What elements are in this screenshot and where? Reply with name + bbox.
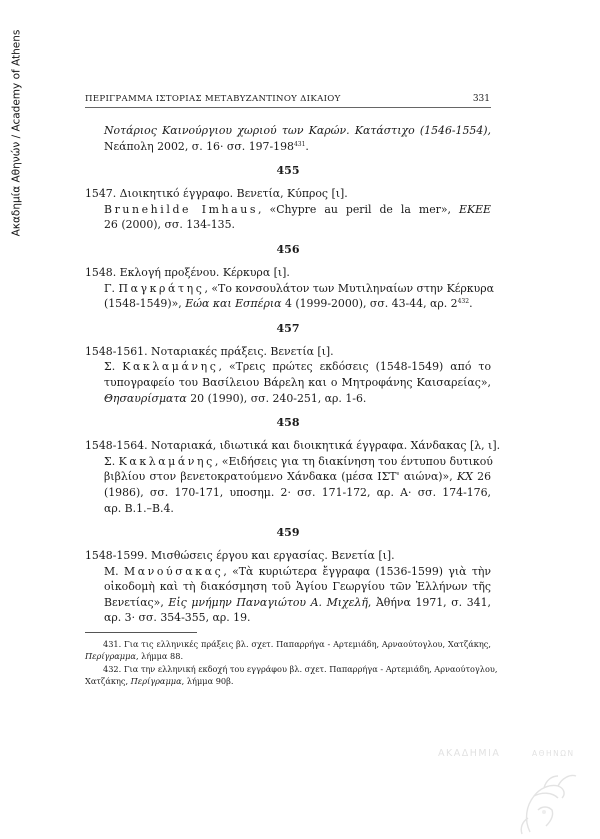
entries-body — [85, 123, 501, 626]
running-head: ΠΕΡΙΓΡΑΜΜΑ ΙΣΤΟΡΙΑΣ ΜΕΤΑΒΥΖΑΝΤΙΝΟΥ ΔΙΚΑΙΟΥ — [85, 94, 341, 104]
entry-number: 455 — [276, 164, 300, 178]
entry-author: Κακλαμάνης — [122, 360, 219, 374]
entry-heading: 1548. Εκλογή προξένου. Κέρκυρα [ι]. — [85, 265, 290, 279]
entry-citation-line: (1986), σσ. 170-171, υποσημ. 2· σσ. 171-172, αρ. Α· σσ. 174-176, — [104, 485, 491, 499]
intro-line-2: Νεάπολη 2002, σ. 16· σσ. $197-198^{431}$. — [104, 139, 309, 153]
entry-heading: 1548-1561. Νοταριακές πράξεις. Βενετία [ι]. — [85, 344, 334, 358]
header-rule — [85, 107, 491, 108]
entry-number: 458 — [276, 416, 300, 430]
page-number: 331 — [472, 94, 490, 104]
entry-number: 459 — [276, 526, 300, 540]
entry-citation-line: οἰκοδομὴ καὶ τὴ διακόσμηση τοῦ Ἁγίου Γεωργίου τῶν Ἑλλήνων τῆς — [104, 580, 491, 594]
entry-author: Brunehilde Imhaus — [104, 202, 259, 216]
side-watermark-text: Ακαδημία Αθηνών / Academy of Athens — [10, 29, 23, 237]
entry-citation-line: 26 (2000), σσ. 134-135. — [104, 218, 235, 232]
entry-author: Μανούσακας — [123, 564, 224, 578]
entry-458 — [85, 416, 501, 516]
entry-citation-line: τυπογραφείο του Βασίλειου Βάρελη και ο Μητροφάνης Καισαρείας», — [104, 375, 491, 389]
entry-heading: 1548-1564. Νοταριακά, ιδιωτικά και διοικητικά έγγραφα. Χάνδακας [λ, ι]. — [85, 439, 501, 453]
footnote-432: 432. Για την ελληνική εκδοχή του εγγράφου βλ. σχετ. Παπαρρήγα - Αρτεμιάδη, Αρναούτογλου, — [103, 663, 498, 674]
entry-author: Παγκράτης — [118, 281, 205, 295]
intro-line-1: Νοτάριος Καινούργιου χωριού των Καρών. Κατάστιχο (1546-1554), — [104, 124, 491, 137]
entry-number: 456 — [276, 242, 300, 256]
side-watermark — [4, 28, 28, 238]
entry-heading: 1547. Διοικητικό έγγραφο. Βενετία, Κύπρος [ι]. — [85, 187, 348, 201]
intro-continuation — [85, 123, 491, 154]
entry-heading: 1548-1599. Μισθώσεις έργου και εργασίας. Βενετία [ι]. — [85, 549, 395, 563]
entry-citation-line: Σ. Κακλαμάνης, «Ειδήσεις για τη διακίνηση του έντυπου δυτικού — [104, 454, 493, 468]
entry-459 — [85, 526, 491, 626]
entry-citation-line: Γ. Παγκράτης, «Το κονσουλάτον των Μυτιληναίων στην Κέρκυρα — [104, 281, 494, 295]
entry-citation-line: (1548-1549)», Εώα και Εσπέρια 4 (1999-2000), σσ. 43-44, αρ. $2^{432}$. — [104, 297, 473, 311]
entry-457 — [85, 322, 491, 406]
entry-citation-line: αρ. 3· σσ. 354-355, αρ. 19. — [104, 611, 251, 625]
entry-citation-line: αρ. Β.1.–Β.4. — [104, 501, 174, 515]
entry-number: 457 — [276, 321, 300, 335]
athena-head-logo — [500, 770, 588, 836]
entry-citation-line: Μ. Μανούσακας, «Τὰ κυριώτερα ἔγγραφα (1536-1599) γιὰ τὴν — [104, 564, 491, 578]
entry-455 — [85, 164, 491, 233]
entry-author: Κακλαμάνης — [118, 454, 215, 468]
entry-citation-line: Θησαυρίσματα 20 (1990), σσ. 240-251, αρ. 1-6. — [104, 391, 367, 405]
entry-citation-line: Σ. Κακλαμάνης, «Τρεις πρώτες εκδόσεις (1548-1549) από το — [104, 360, 491, 374]
entry-citation-line: Βενετίας», Εἰς μνήμην Παναγιώτου Α. Μιχελῆ, Ἀθήνα 1971, σ. 341, — [104, 595, 491, 609]
footnotes — [85, 638, 498, 688]
entry-citation-line: βιβλίου στον βενετοκρατούμενο Χάνδακα (μέσα ΙΣΤ' αιώνα)», ΚΧ 26 — [104, 470, 492, 484]
entry-456 — [85, 242, 494, 312]
footnote-rule — [85, 632, 197, 633]
academy-watermark-left: ΑΚΑΔΗΜΙΑ — [438, 748, 501, 759]
academy-watermark-right: ΑΘΗΝΩΝ — [532, 749, 575, 758]
footnote-432-cont: Χατζάκης, Περίγραμμα, λήμμα 90β. — [85, 676, 234, 687]
footnote-431: 431. Για τις ελληνικές πράξεις βλ. σχετ. Παπαρρήγα - Αρτεμιάδη, Αρναούτογλου, Χατζάκης, — [103, 639, 491, 649]
entry-citation-line: Brunehilde Imhaus, «Chypre au peril de la mer», ΕΚΕΕ — [104, 202, 492, 216]
footnote-431-cont: Περίγραμμα, λήμμα 88. — [85, 651, 184, 662]
